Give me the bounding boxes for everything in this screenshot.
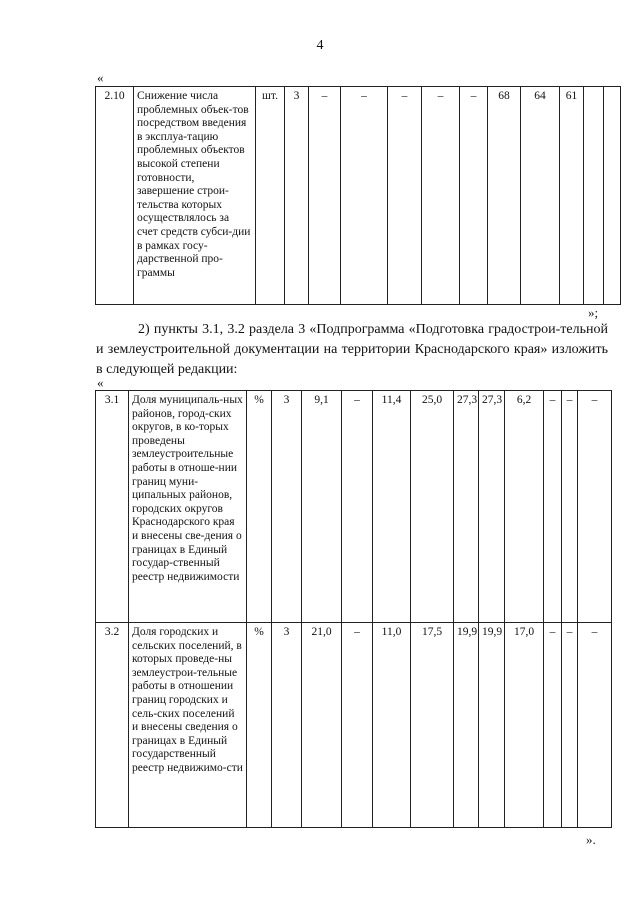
open-quote-2: « [97, 375, 104, 390]
amendment-text: 2) пункты 3.1, 3.2 раздела 3 «Подпрограмма «Подготовка градострои-тельной и землеустроительной документации на территории Краснодарского края» изложить в следующей редакции: [96, 322, 608, 377]
value-cell: – [309, 87, 341, 305]
value-cell: – [578, 623, 612, 828]
value-cell: 11,4 [373, 391, 411, 623]
amendment-paragraph [96, 320, 608, 380]
table-row [96, 391, 612, 623]
unit-cell: шт. [256, 87, 285, 305]
value-cell: 3 [272, 391, 302, 623]
value-cell: – [342, 391, 373, 623]
value-cell: 21,0 [302, 623, 342, 828]
value-cell: 19,9 [479, 623, 505, 828]
row-number: 2.10 [96, 87, 134, 305]
indicator-table-2 [95, 390, 612, 828]
value-cell: – [578, 391, 612, 623]
row-number: 3.1 [96, 391, 129, 623]
indicator-table-1 [95, 86, 621, 305]
value-cell: 11,0 [373, 623, 411, 828]
value-cell: 25,0 [411, 391, 454, 623]
table-row [96, 87, 621, 305]
close-quote-2: ». [586, 832, 596, 847]
table-row [96, 623, 612, 828]
value-cell: – [422, 87, 460, 305]
unit-cell: % [247, 623, 272, 828]
value-cell: 19,9 [454, 623, 479, 828]
value-cell: 17,0 [505, 623, 544, 828]
value-cell: – [544, 391, 562, 623]
value-cell: – [342, 623, 373, 828]
value-cell: 3 [272, 623, 302, 828]
page-number: 4 [316, 38, 324, 53]
value-cell: 27,3 [479, 391, 505, 623]
value-cell: 61 [560, 87, 584, 305]
close-quote-1: »; [588, 305, 599, 320]
indicator-name: Доля городских и сельских поселений, в которых проведе-ны землеустрои-тельные работы в отношении границ городских и сель-ских поселений и внесены сведения о границах в Единый государственный реестр недвижимо-сти [129, 623, 247, 828]
value-cell: 27,3 [454, 391, 479, 623]
value-cell: – [544, 623, 562, 828]
value-cell: 9,1 [302, 391, 342, 623]
value-cell: – [460, 87, 488, 305]
value-cell [604, 87, 621, 305]
unit-cell: % [247, 391, 272, 623]
value-cell: – [388, 87, 422, 305]
value-cell: 6,2 [505, 391, 544, 623]
value-cell: 64 [521, 87, 560, 305]
value-cell: – [562, 623, 578, 828]
indicator-name: Доля муниципаль-ных районов, город-ских округов, в ко-торых проведены землеустроительные работы в отноше-нии границ муни-ципальных районов, городских округов Краснодарского края и внесены све-дения о границах в Единый государ-ственный реестр недвижимости [129, 391, 247, 623]
value-cell: – [562, 391, 578, 623]
value-cell: – [341, 87, 388, 305]
indicator-name: Снижение числа проблемных объек-тов посредством введения в эксплуа-тацию проблемных объектов высокой степени готовности, завершение строи-тельства которых осуществлялось за счет средств субси-дии в рамках госу-дарственной про-граммы [134, 87, 256, 305]
value-cell: 68 [488, 87, 521, 305]
row-number: 3.2 [96, 623, 129, 828]
value-cell: 17,5 [411, 623, 454, 828]
open-quote-1: « [97, 70, 104, 85]
value-cell: 3 [285, 87, 309, 305]
value-cell [584, 87, 604, 305]
